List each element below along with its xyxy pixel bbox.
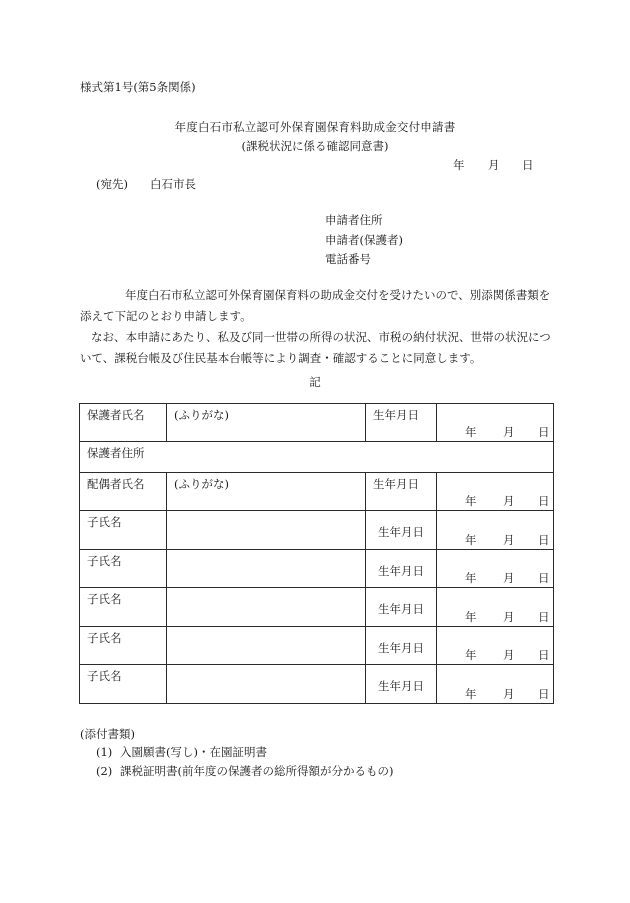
child-name-field[interactable] [167,588,366,627]
child-birth-date-field[interactable] [437,627,554,665]
child-row [80,588,554,627]
form-number: 様式第1号(第5条関係) [80,80,196,94]
child-birth-date-field[interactable] [437,511,554,550]
child-birth-date-field[interactable] [437,588,554,627]
child-name-label: 子氏名 [87,515,122,529]
date-year: 年 [465,493,477,508]
application-table [79,403,554,704]
date-year: 年 [465,570,477,585]
addressee-name: 白石市長 [150,177,196,191]
attachment-text: 入園願書(写し)・在園証明書 [120,745,267,759]
applicant-name-label: 申請者(保護者) [325,233,403,247]
birth-label-cell [366,511,437,550]
birth-label-cell [366,404,437,442]
birth-label-cell [366,473,437,511]
guardian-name-label-cell [80,404,167,442]
spouse-name-field[interactable] [167,473,366,511]
guardian-row [80,404,554,442]
application-statement: 年度白石市私立認可外保育園保育料の助成金交付を受けたいので、別添関係書類を添えて下記のとおり申請します。 [80,288,551,323]
date-month: 月 [503,647,515,662]
date-month: 月 [503,424,515,439]
date-day: 日 [538,424,550,439]
attachment-text: 課税証明書(前年度の保護者の総所得額が分かるもの) [120,764,394,778]
date-day: 日 [538,532,550,547]
furigana-label: (ふりがな) [174,477,229,491]
document-subtitle: (課税状況に係る確認同意書) [241,139,389,153]
date-day: 日 [538,686,550,701]
guardian-birth-date-field[interactable] [437,404,554,442]
child-name-label-cell [80,665,167,704]
date-year: 年 [465,532,477,547]
date-day: 日 [538,493,550,508]
birth-date-label: 生年月日 [378,602,424,616]
child-name-label: 子氏名 [87,669,122,683]
guardian-address-row [80,442,554,473]
attachment-item [96,747,267,759]
date-day: 日 [538,647,550,662]
header-date-year: 年 [453,158,465,172]
date-month: 月 [503,686,515,701]
child-name-label-cell [80,550,167,588]
child-name-label: 子氏名 [87,592,122,606]
attachment-item [96,766,393,778]
child-name-label: 子氏名 [87,631,122,645]
date-year: 年 [465,686,477,701]
birth-date-label: 生年月日 [373,477,419,491]
attachments-heading: (添付書類) [80,727,135,741]
child-birth-date-field[interactable] [437,665,554,704]
addressee-label: (宛先) [96,177,128,191]
child-name-label-cell [80,588,167,627]
attachment-number: (2) [96,764,113,778]
child-row [80,550,554,588]
birth-date-label: 生年月日 [378,525,424,539]
child-row [80,511,554,550]
birth-label-cell [366,588,437,627]
header-date-month: 月 [488,158,500,172]
header-date-day: 日 [522,158,534,172]
guardian-name-field[interactable] [167,404,366,442]
applicant-address-label: 申請者住所 [325,213,383,227]
birth-label-cell [366,627,437,665]
birth-label-cell [366,665,437,704]
guardian-address-label: 保護者住所 [87,446,145,460]
guardian-name-label: 保護者氏名 [87,408,145,422]
spouse-row [80,473,554,511]
birth-date-label: 生年月日 [378,641,424,655]
date-month: 月 [503,493,515,508]
date-month: 月 [503,570,515,585]
furigana-label: (ふりがな) [174,408,229,422]
birth-date-label: 生年月日 [378,679,424,693]
birth-date-label: 生年月日 [378,564,424,578]
birth-date-label: 生年月日 [373,408,419,422]
child-name-label-cell [80,627,167,665]
child-name-field[interactable] [167,550,366,588]
spouse-birth-date-field[interactable] [437,473,554,511]
date-year: 年 [465,647,477,662]
attachment-number: (1) [96,745,113,759]
date-day: 日 [538,570,550,585]
date-year: 年 [465,424,477,439]
ki-heading: 記 [309,375,321,389]
child-name-field[interactable] [167,627,366,665]
child-birth-date-field[interactable] [437,550,554,588]
child-name-label-cell [80,511,167,550]
child-name-label: 子氏名 [87,554,122,568]
date-month: 月 [503,532,515,547]
spouse-name-label-cell [80,473,167,511]
child-row [80,627,554,665]
spouse-name-label: 配偶者氏名 [87,477,145,491]
child-name-field[interactable] [167,511,366,550]
guardian-address-field[interactable] [80,442,554,473]
document-title: 年度白石市私立認可外保育園保育料助成金交付申請書 [174,120,456,134]
date-day: 日 [538,609,550,624]
child-name-field[interactable] [167,665,366,704]
date-year: 年 [465,609,477,624]
applicant-phone-label: 電話番号 [325,252,371,266]
child-row [80,665,554,704]
consent-statement: なお、本申請にあたり、私及び同一世帯の所得の状況、市税の納付状況、世帯の状況について、課税台帳及び住民基本台帳等により調査・確認することに同意します。 [80,330,551,365]
date-month: 月 [503,609,515,624]
birth-label-cell [366,550,437,588]
